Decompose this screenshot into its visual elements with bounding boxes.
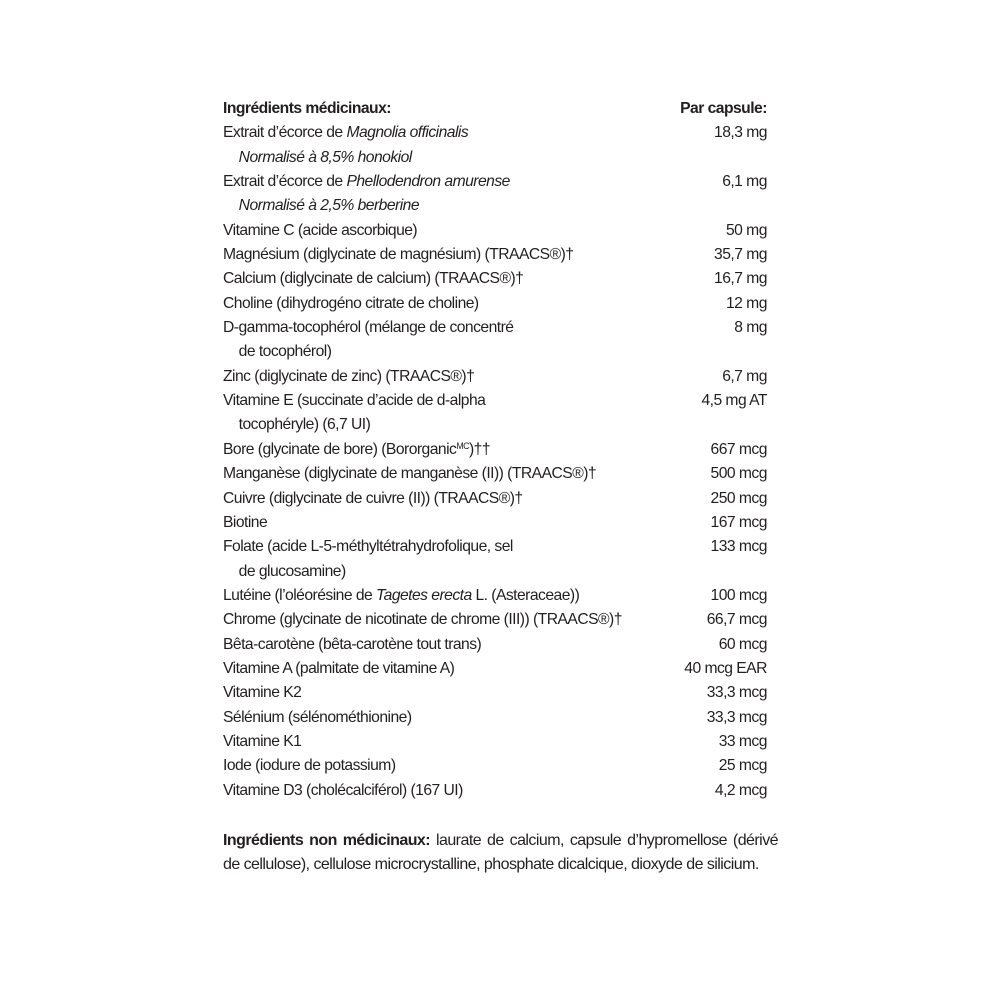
header-row — [223, 97, 767, 121]
ingredient-row — [223, 779, 767, 803]
ingredient-name: Vitamine D3 (cholécalciférol) (167 UI) — [223, 781, 463, 799]
ingredient-amount: 6,7 mg — [722, 367, 767, 385]
non-medicinal-ingredients — [223, 829, 778, 878]
ingredient-name: Vitamine A (palmitate de vitamine A) — [223, 659, 455, 677]
ingredient-row — [223, 243, 767, 267]
ingredient-name: D-gamma-tocophérol (mélange de concentré — [223, 319, 514, 337]
ingredient-row — [223, 754, 767, 778]
ingredient-amount: 500 mcg — [710, 465, 767, 483]
ingredient-amount: 66,7 mcg — [706, 611, 767, 629]
ingredient-name: Vitamine K2 — [223, 684, 302, 702]
ingredient-name: Cuivre (diglycinate de cuivre (II)) (TRAACS®)† — [223, 489, 523, 507]
ingredient-row — [223, 292, 767, 316]
ingredient-name: Extrait d’écorce de Phellodendron amurense — [223, 173, 510, 191]
ingredient-name: Manganèse (diglycinate de manganèse (II)) (TRAACS®)† — [223, 465, 597, 483]
ingredient-row — [223, 511, 767, 535]
non-medicinal-list: laurate de calcium, capsule d’hypromellose (dérivé de cellulose), cellulose microcrystalline, phosphate dicalcique, dioxyde de silicium. — [223, 832, 778, 874]
ingredient-amount: 60 mcg — [718, 635, 767, 653]
ingredient-row — [223, 365, 767, 389]
ingredient-name: Bore (glycinate de bore) (Bororganic$^{MC}$)†† — [223, 440, 491, 458]
ingredient-amount: 167 mcg — [710, 513, 767, 531]
ingredient-row — [223, 170, 767, 194]
ingredient-name: Chrome (glycinate de nicotinate de chrome (III)) (TRAACS®)† — [223, 611, 622, 629]
ingredient-amount: 35,7 mg — [714, 246, 767, 264]
ingredient-row — [223, 316, 767, 340]
ingredient-row — [223, 438, 767, 462]
ingredient-amount: 50 mg — [726, 221, 767, 239]
ingredient-amount: 100 mcg — [710, 586, 767, 604]
ingredient-row — [223, 657, 767, 681]
ingredient-row — [223, 267, 767, 291]
ingredient-name: Folate (acide L-5-méthyltétrahydrofolique, sel — [223, 538, 513, 556]
ingredient-name: Extrait d’écorce de Magnolia officinalis — [223, 124, 469, 142]
ingredient-row — [223, 608, 767, 632]
ingredient-amount: 18,3 mg — [714, 124, 767, 142]
ingredient-name-continued: tocophéryle) (6,7 UI) — [238, 416, 371, 434]
ingredient-name: Iode (iodure de potassium) — [223, 757, 396, 775]
ingredient-name-continued: de glucosamine) — [238, 562, 346, 580]
ingredient-amount: 250 mcg — [710, 489, 767, 507]
ingredient-amount: 16,7 mg — [714, 270, 767, 288]
ingredient-row — [223, 681, 767, 705]
ingredient-row — [223, 462, 767, 486]
ingredient-amount: 133 mcg — [710, 538, 767, 556]
non-medicinal-heading: Ingrédients non médicinaux: — [223, 832, 431, 849]
medicinal-heading: Ingrédients médicinaux: — [223, 100, 391, 117]
ingredient-name: Vitamine K1 — [223, 732, 302, 750]
ingredient-name: Vitamine E (succinate d’acide de d-alpha — [223, 392, 486, 410]
ingredient-row — [223, 535, 767, 559]
ingredient-row — [223, 633, 767, 657]
standardization-note: Normalisé à 2,5% berberine — [238, 197, 420, 215]
ingredient-amount: 33 mcg — [718, 732, 767, 750]
ingredient-name: Choline (dihydrogéno citrate de choline) — [223, 294, 479, 312]
ingredient-name: Calcium (diglycinate de calcium) (TRAACS®)† — [223, 270, 524, 288]
ingredient-row — [223, 730, 767, 754]
ingredient-name: Zinc (diglycinate de zinc) (TRAACS®)† — [223, 367, 475, 385]
ingredient-amount: 12 mg — [726, 294, 767, 312]
ingredient-row — [223, 487, 767, 511]
standardization-note: Normalisé à 8,5% honokiol — [238, 148, 412, 166]
ingredient-name-continued: de tocophérol) — [238, 343, 332, 361]
ingredient-amount: 33,3 mcg — [706, 684, 767, 702]
ingredient-row — [223, 584, 767, 608]
ingredient-amount: 8 mg — [734, 319, 767, 337]
ingredient-amount: 6,1 mg — [722, 173, 767, 191]
ingredient-row — [223, 706, 767, 730]
ingredient-name: Lutéine (l’oléorésine de Tagetes erecta L. (Asteraceae)) — [223, 586, 580, 604]
ingredient-amount: 4,5 mg AT — [701, 392, 767, 410]
ingredient-name: Vitamine C (acide ascorbique) — [223, 221, 418, 239]
ingredient-row — [223, 121, 767, 145]
ingredient-row — [223, 219, 767, 243]
ingredient-name: Magnésium (diglycinate de magnésium) (TRAACS®)† — [223, 246, 574, 264]
per-capsule-heading: Par capsule: — [680, 100, 767, 117]
ingredient-name: Biotine — [223, 513, 268, 531]
medicinal-ingredients-panel — [223, 97, 767, 803]
ingredient-row — [223, 389, 767, 413]
ingredient-amount: 4,2 mcg — [714, 781, 767, 799]
ingredient-amount: 33,3 mcg — [706, 708, 767, 726]
ingredient-amount: 667 mcg — [710, 440, 767, 458]
ingredient-amount: 25 mcg — [718, 757, 767, 775]
ingredient-amount: 40 mcg EAR — [684, 659, 767, 677]
ingredient-name: Sélénium (sélénométhionine) — [223, 708, 412, 726]
ingredient-name: Bêta-carotène (bêta-carotène tout trans) — [223, 635, 482, 653]
